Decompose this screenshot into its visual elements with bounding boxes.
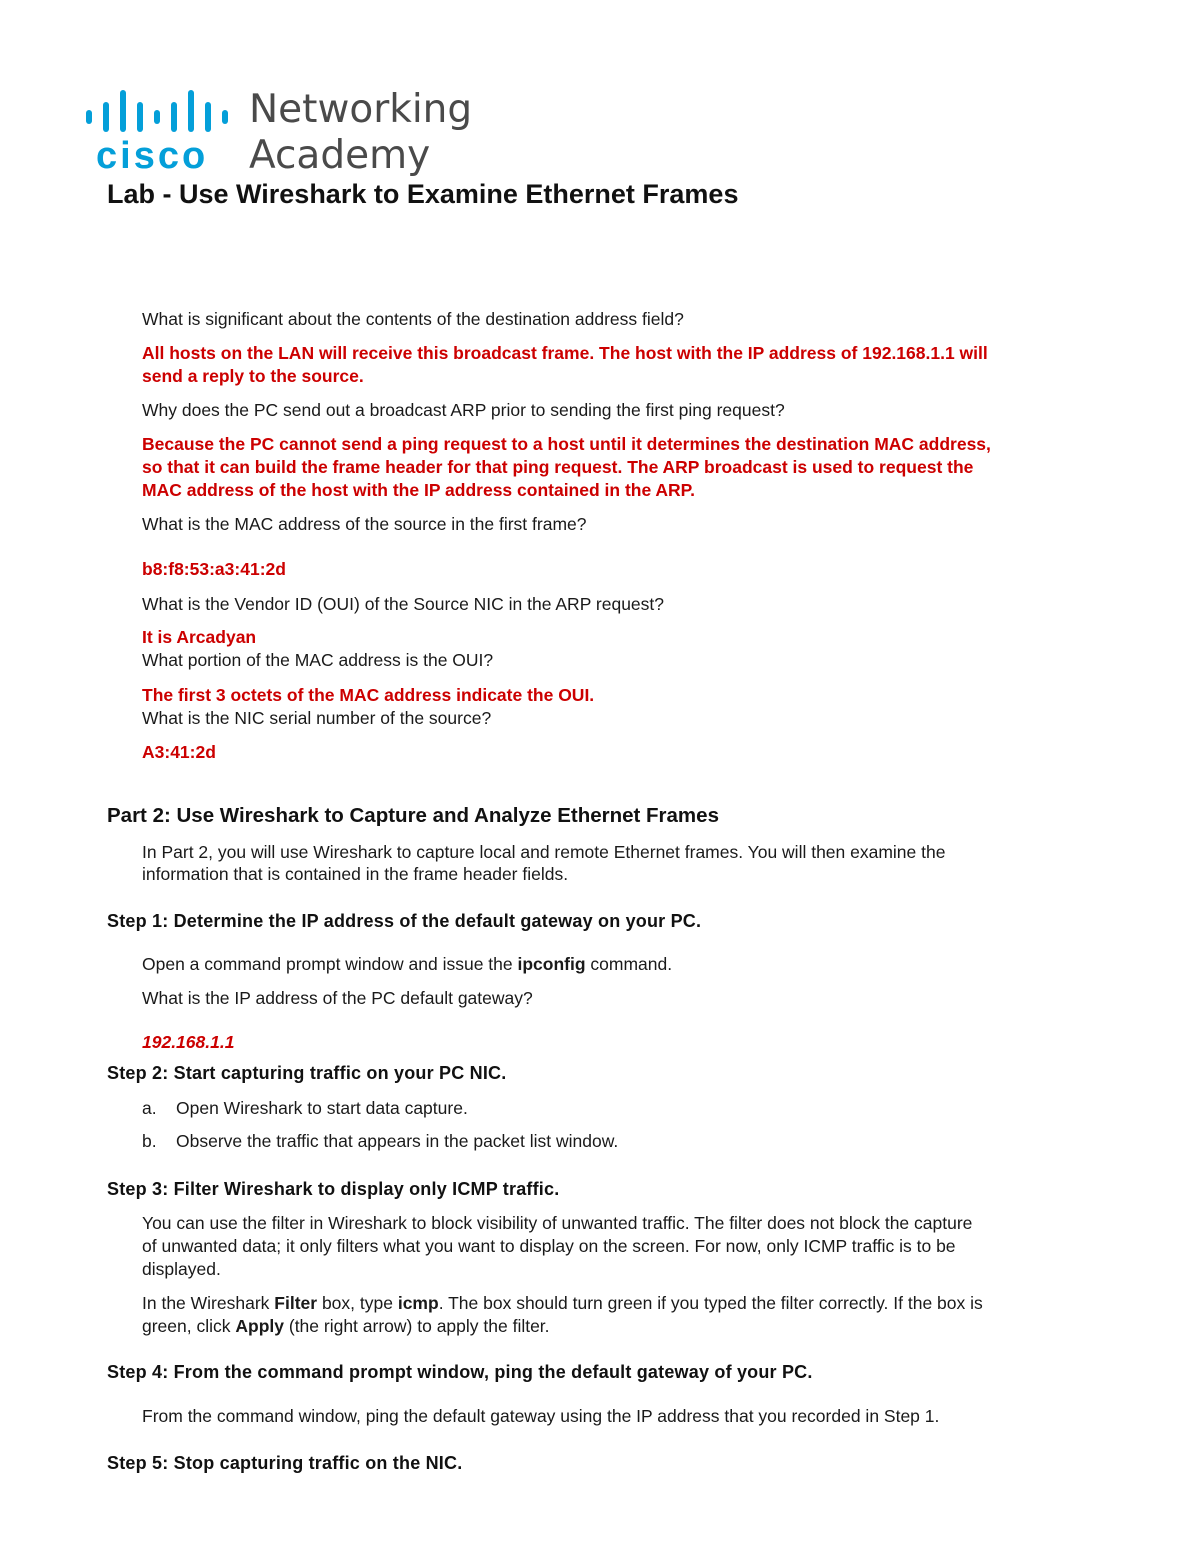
answer-source-mac: b8:f8:53:a3:41:2d [142,559,286,579]
page-title: Lab - Use Wireshark to Examine Ethernet Frames [107,179,739,209]
question-oui-portion: What portion of the MAC address is the OUI? [142,650,494,670]
step1-instruction-post: command. [585,954,673,974]
part2-heading: Part 2: Use Wireshark to Capture and Analyze Ethernet Frames [107,804,719,827]
step1-answer-gateway: 192.168.1.1 [142,1032,235,1052]
step2-item-b: Observe the traffic that appears in the packet list window. [176,1131,619,1151]
step3-para2-text-e: . The box should turn green if you typed the filter correctly. If the box is [438,1293,983,1313]
question-nic-serial: What is the NIC serial number of the source? [142,708,492,728]
step3-para2-line2-c: (the right arrow) to apply the filter. [284,1316,550,1336]
cisco-networking-academy-logo [84,88,474,178]
step3-para2-line2 [142,1316,550,1337]
apply-term: Apply [235,1316,284,1336]
question-source-mac: What is the MAC address of the source in the first frame? [142,514,587,534]
answer-nic-serial: A3:41:2d [142,742,216,762]
question-broadcast-arp: Why does the PC send out a broadcast ARP prior to sending the first ping request? [142,400,785,420]
question-vendor-id: What is the Vendor ID (OUI) of the Source NIC in the ARP request? [142,594,665,614]
answer-broadcast-arp-line1: Because the PC cannot send a ping request to a host until it determines the destination MAC address, [142,434,991,454]
step5-heading: Step 5: Stop capturing traffic on the NIC. [107,1453,463,1473]
logo-academy-text: Academy [249,133,431,178]
question-dest-address: What is significant about the contents of the destination address field? [142,309,684,329]
part2-intro-line2: information that is contained in the frame header fields. [142,864,569,884]
step3-heading: Step 3: Filter Wireshark to display only ICMP traffic. [107,1179,560,1199]
step3-para2-line1 [142,1293,983,1314]
ipconfig-command: ipconfig [517,954,586,974]
answer-dest-address-line2: send a reply to the source. [142,366,364,386]
filter-term: Filter [274,1293,318,1313]
step1-instruction [142,954,672,975]
step2-item-b-marker: b. [142,1131,157,1151]
step3-para1-line1: You can use the filter in Wireshark to block visibility of unwanted traffic. The filter does not block the capture [142,1213,973,1233]
step2-item-a: Open Wireshark to start data capture. [176,1098,468,1118]
icmp-term: icmp [397,1293,439,1313]
logo-networking-text: Networking [249,87,473,132]
cisco-wordmark: cisco [96,135,209,177]
step3-para2-line2-a: green, click [142,1316,236,1336]
step1-instruction-pre: Open a command prompt window and issue the [142,954,518,974]
answer-dest-address-line1: All hosts on the LAN will receive this broadcast frame. The host with the IP address of 192.168.1.1 will [142,343,988,363]
step3-para2-text-a: In the Wireshark [142,1293,275,1313]
step1-heading: Step 1: Determine the IP address of the default gateway on your PC. [107,911,702,931]
cisco-bridge-icon [84,88,234,178]
answer-broadcast-arp-line3: MAC address of the host with the IP address contained in the ARP. [142,480,695,500]
part2-intro-line1: In Part 2, you will use Wireshark to capture local and remote Ethernet frames. You will then examine the [142,842,946,862]
step2-item-a-marker: a. [142,1098,157,1118]
step3-para2-text-c: box, type [317,1293,398,1313]
answer-broadcast-arp-line2: so that it can build the frame header for that ping request. The ARP broadcast is used to request the [142,457,974,477]
step4-heading: Step 4: From the command prompt window, ping the default gateway of your PC. [107,1362,813,1382]
step4-instruction: From the command window, ping the default gateway using the IP address that you recorded in Step 1. [142,1406,940,1426]
step2-heading: Step 2: Start capturing traffic on your PC NIC. [107,1063,507,1083]
step3-para1-line3: displayed. [142,1259,221,1279]
answer-vendor-id: It is Arcadyan [142,627,257,647]
answer-oui-portion: The first 3 octets of the MAC address indicate the OUI. [142,685,595,705]
step1-question: What is the IP address of the PC default gateway? [142,988,533,1008]
step3-para1-line2: of unwanted data; it only filters what you want to display on the screen. For now, only ICMP traffic is to be [142,1236,956,1256]
